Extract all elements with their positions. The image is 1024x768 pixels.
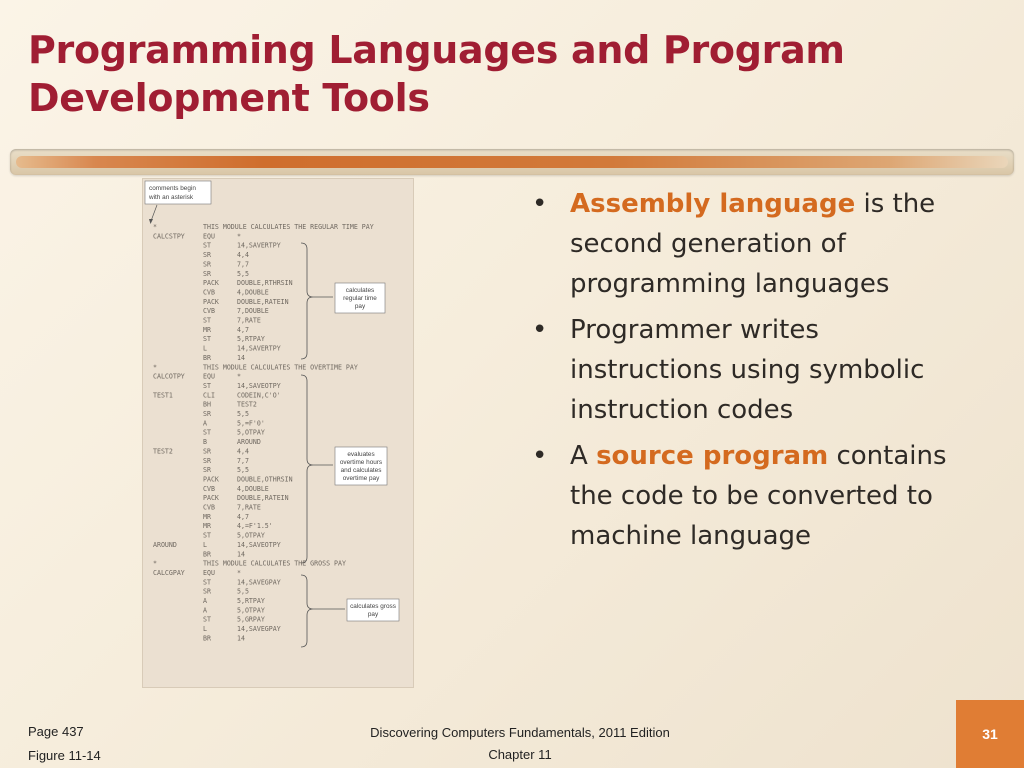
code-operand: 14 <box>237 634 245 643</box>
code-label: CALCSTPY <box>153 232 185 241</box>
code-comment: THIS MODULE CALCULATES THE OVERTIME PAY <box>203 363 358 372</box>
code-label: * <box>153 363 157 372</box>
code-comment: THIS MODULE CALCULATES THE REGULAR TIME PAY <box>203 223 374 231</box>
footer-reference <box>28 720 101 768</box>
code-operand: 5,OTPAY <box>237 606 265 615</box>
code-operand: 5,5 <box>237 269 249 278</box>
code-operand: 14,SAVERTPY <box>237 344 281 353</box>
bullet-programmer-writes <box>530 310 970 430</box>
code-operand: 5,OTPAY <box>237 428 265 437</box>
code-operand: 14,SAVEGPAY <box>237 625 281 634</box>
code-operand: 14,SAVEOTPY <box>237 540 281 549</box>
code-operand: AROUND <box>237 438 261 447</box>
code-operand: 14,SAVEOTPY <box>237 381 281 390</box>
bullet-marker: • <box>532 441 548 471</box>
code-operand: DOUBLE,RATEIN <box>237 297 289 306</box>
code-operand: 4,7 <box>237 512 249 521</box>
bullet-3-prefix: A <box>570 441 597 471</box>
code-operand: 14 <box>237 353 245 362</box>
code-opcode: BH <box>203 400 211 409</box>
code-operand: * <box>237 372 241 381</box>
code-opcode: L <box>203 625 207 634</box>
chapter-label: Chapter 11 <box>488 747 552 762</box>
code-operand: 14 <box>237 550 245 559</box>
bullet-marker: • <box>532 315 548 345</box>
code-operand: 7,RATE <box>237 503 261 512</box>
code-comment: THIS MODULE CALCULATES THE GROSS PAY <box>203 559 346 568</box>
code-opcode: SR <box>203 456 211 465</box>
code-opcode: ST <box>203 381 211 390</box>
code-operand: 4,DOUBLE <box>237 484 269 493</box>
slide-title-line-1: Programming Languages and Program <box>28 28 845 72</box>
comments-callout-line-2: with an asterisk <box>149 194 194 201</box>
code-operand: 5,RTPAY <box>237 597 265 605</box>
code-operand: 4,DOUBLE <box>237 288 269 297</box>
code-operand: 7,RATE <box>237 316 261 325</box>
bullet-marker: • <box>532 189 548 219</box>
bullet-2-text: Programmer writes instructions using symbolic instruction codes <box>570 315 925 425</box>
code-operand: CODEIN,C'O' <box>237 391 281 400</box>
assembly-code-svg <box>143 179 413 687</box>
overtime-pay-callout-line-4: overtime pay <box>342 475 380 482</box>
code-opcode: A <box>203 597 207 605</box>
bullet-1-text: is the second generation of programming languages <box>570 189 936 299</box>
code-operand: 4,4 <box>237 447 249 456</box>
code-opcode: CLI <box>203 391 215 400</box>
code-operand: 5,RTPAY <box>237 335 265 344</box>
code-opcode: ST <box>203 241 211 250</box>
code-label: TEST1 <box>153 391 173 400</box>
term-assembly-language: Assembly language <box>570 189 856 219</box>
code-opcode: SR <box>203 269 211 278</box>
slide-title-line-2: Development Tools <box>28 76 430 120</box>
code-opcode: MR <box>203 325 211 334</box>
code-operand: DOUBLE,OTHRSIN <box>237 475 293 484</box>
gross-pay-callout-line-2: pay <box>367 611 379 618</box>
term-source-program: source program <box>596 441 829 471</box>
overtime-pay-callout-line-3: and calculates <box>340 467 382 474</box>
code-opcode: BR <box>203 550 211 559</box>
code-opcode: ST <box>203 578 211 587</box>
figure-reference: Figure 11-14 <box>28 748 101 763</box>
code-operand: 7,7 <box>237 456 249 465</box>
comments-callout-arrow <box>151 205 157 221</box>
code-opcode: MR <box>203 522 211 531</box>
code-opcode: EQU <box>203 568 215 577</box>
code-opcode: EQU <box>203 232 215 241</box>
code-operand: 5,=F'0' <box>237 419 265 428</box>
code-label: AROUND <box>153 540 177 549</box>
code-opcode: SR <box>203 410 211 418</box>
code-opcode: SR <box>203 260 211 269</box>
code-operand: * <box>237 232 241 241</box>
title-divider-fill <box>16 156 1008 168</box>
code-operand: 5,5 <box>237 466 249 475</box>
code-label: * <box>153 559 157 568</box>
code-opcode: SR <box>203 587 211 596</box>
regular-pay-callout-line-1: calculates <box>345 287 375 294</box>
code-opcode: L <box>203 344 207 353</box>
code-opcode: ST <box>203 615 211 624</box>
code-opcode: PACK <box>203 494 219 503</box>
code-opcode: BR <box>203 634 211 643</box>
code-operand: DOUBLE,RTHRSIN <box>237 279 293 288</box>
code-opcode: B <box>203 438 207 447</box>
code-operand: DOUBLE,RATEIN <box>237 494 289 503</box>
overtime-pay-callout-line-1: evaluates <box>347 451 375 458</box>
regular-pay-callout-line-2: regular time <box>343 295 377 302</box>
code-operand: 7,7 <box>237 260 249 269</box>
code-label: TEST2 <box>153 447 173 456</box>
code-operand: 5,5 <box>237 410 249 418</box>
code-opcode: PACK <box>203 475 219 484</box>
code-operand: 14,SAVEGPAY <box>237 578 281 587</box>
code-opcode: BR <box>203 353 211 362</box>
code-opcode: EQU <box>203 372 215 381</box>
code-operand: 5,5 <box>237 587 249 596</box>
code-opcode: CVB <box>203 307 215 316</box>
gross-pay-bracket <box>301 575 313 647</box>
page-reference: Page 437 <box>28 724 84 739</box>
slide-title <box>28 26 988 122</box>
code-operand: TEST2 <box>237 400 257 409</box>
code-operand: 4,4 <box>237 251 249 260</box>
code-opcode: CVB <box>203 288 215 297</box>
code-opcode: SR <box>203 447 211 456</box>
code-operand: 7,DOUBLE <box>237 307 269 316</box>
overtime-pay-bracket <box>301 375 313 563</box>
code-label: CALCOTPY <box>153 372 185 381</box>
regular-pay-bracket <box>301 243 313 359</box>
book-title: Discovering Computers Fundamentals, 2011 Edition <box>370 725 670 740</box>
code-opcode: ST <box>203 316 211 325</box>
bullet-source-program <box>530 436 970 556</box>
code-opcode: MR <box>203 512 211 521</box>
code-opcode: CVB <box>203 503 215 512</box>
assembly-code-figure <box>142 178 414 688</box>
overtime-pay-callout-line-2: overtime hours <box>339 459 383 466</box>
code-opcode: A <box>203 606 207 615</box>
code-operand: 4,=F'1.5' <box>237 522 273 531</box>
code-opcode: SR <box>203 251 211 260</box>
code-operand: 5,GRPAY <box>237 615 265 624</box>
code-opcode: PACK <box>203 279 219 288</box>
code-opcode: PACK <box>203 297 219 306</box>
code-operand: 14,SAVERTPY <box>237 241 281 250</box>
slide-number: 31 <box>956 700 1024 768</box>
code-opcode: ST <box>203 335 211 344</box>
bullet-list <box>530 184 970 562</box>
code-operand: * <box>237 568 241 577</box>
title-divider-bar <box>10 149 1014 175</box>
bullet-assembly-language <box>530 184 970 304</box>
code-opcode: L <box>203 540 207 549</box>
code-operand: 5,OTPAY <box>237 531 265 540</box>
code-label: * <box>153 223 157 231</box>
code-opcode: CVB <box>203 484 215 493</box>
code-opcode: A <box>203 419 207 428</box>
footer-book-info <box>320 722 720 766</box>
code-opcode: ST <box>203 428 211 437</box>
gross-pay-callout-line-1: calculates gross <box>350 603 396 610</box>
regular-pay-callout-line-3: pay <box>354 303 366 310</box>
code-opcode: ST <box>203 531 211 540</box>
comments-callout-line-1: comments begin <box>149 185 196 192</box>
code-opcode: SR <box>203 466 211 475</box>
code-label: CALCGPAY <box>153 568 185 577</box>
bullet-3-text: contains the code to be converted to machine language <box>570 441 947 551</box>
code-operand: 4,7 <box>237 325 249 334</box>
